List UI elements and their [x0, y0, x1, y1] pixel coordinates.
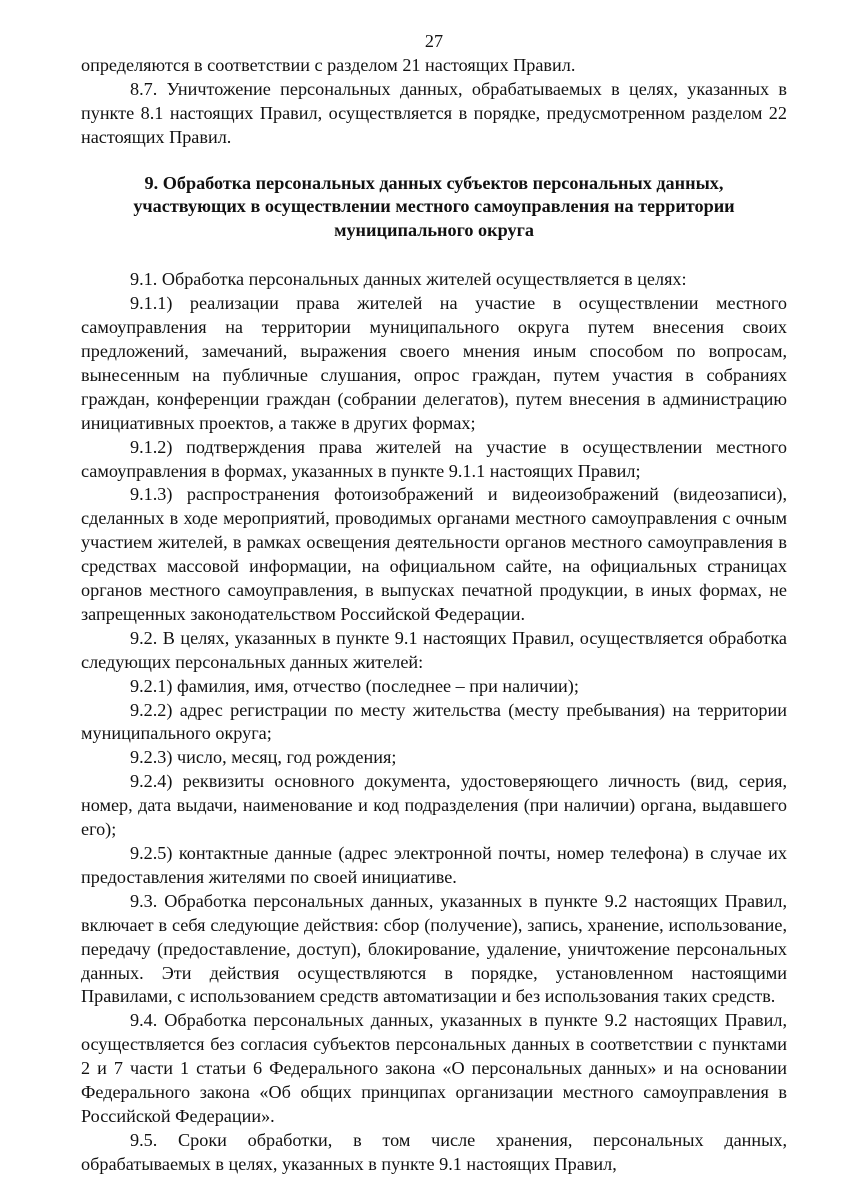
paragraph-9-1-1: 9.1.1) реализации права жителей на участие в осуществлении местного самоуправления на территории муниципального округа путем внесения своих предложений, замечаний, выражения своего мнения иным способом по вопросам, вынесенным на публичные слушания, опрос граждан, путем участия в собраниях граждан, конференции граждан (собрании делегатов), путем внесения в администрацию инициативных проектов, а также в других формах;: [81, 293, 787, 433]
paragraph-9-2-5: 9.2.5) контактные данные (адрес электронной почты, номер телефона) в случае их предоставления жителями по своей инициативе.: [81, 843, 787, 887]
paragraph-9-2-2: 9.2.2) адрес регистрации по месту жительства (месту пребывания) на территории муниципального округа;: [81, 699, 787, 744]
document-page: [81, 30, 787, 1177]
paragraph-continuation: определяются в соответствии с разделом 21 настоящих Правил.: [81, 54, 576, 75]
page-number: 27: [424, 31, 444, 51]
section-heading-9: 9. Обработка персональных данных субъектов персональных данных, участвующих в осуществлении местного самоуправления на территории муниципального округа: [133, 172, 735, 241]
paragraph-9-1: 9.1. Обработка персональных данных жителей осуществляется в целях:: [130, 269, 687, 290]
paragraph-9-1-3: 9.1.3) распространения фотоизображений и видеоизображений (видеозаписи), сделанных в ходе мероприятий, проводимых органами местного самоуправления с очным участием жителей, в рамках освещения деятельности органов местного самоуправления в средствах массовой информации, на официальном сайте, на официальных страницах органов местного самоуправления, в выпусках печатной продукции, в иных формах, не запрещенных законодательством Российской Федерации.: [81, 484, 787, 624]
paragraph-9-5: 9.5. Сроки обработки, в том числе хранения, персональных данных, обрабатываемых в целях, указанных в пункте 9.1 настоящих Правил,: [81, 1129, 787, 1174]
paragraph-9-3: 9.3. Обработка персональных данных, указанных в пункте 9.2 настоящих Правил, включает в себя следующие действия: сбор (получение), запись, хранение, использование, передачу (предоставление, доступ), блокирование, удаление, уничтожение персональных данных. Эти действия осуществляются в порядке, установленном настоящими Правилами, с использованием средств автоматизации и без использования таких средств.: [81, 890, 787, 1007]
paragraph-9-1-2: 9.1.2) подтверждения права жителей на участие в осуществлении местного самоуправления в формах, указанных в пункте 9.1.1 настоящих Правил;: [81, 436, 787, 481]
paragraph-8-7: 8.7. Уничтожение персональных данных, обрабатываемых в целях, указанных в пункте 8.1 настоящих Правил, осуществляется в порядке, предусмотренном разделом 22 настоящих Правил.: [81, 78, 787, 147]
paragraph-9-4: 9.4. Обработка персональных данных, указанных в пункте 9.2 настоящих Правил, осуществляется без согласия субъектов персональных данных в соответствии с пунктами 2 и 7 части 1 статьи 6 Федерального закона «О персональных данных» и на основании Федерального закона «Об общих принципах организации местного самоуправления в Российской Федерации».: [81, 1010, 787, 1126]
paragraph-9-2-1: 9.2.1) фамилия, имя, отчество (последнее – при наличии);: [130, 675, 579, 696]
paragraph-9-2: 9.2. В целях, указанных в пункте 9.1 настоящих Правил, осуществляется обработка следующих персональных данных жителей:: [81, 627, 787, 672]
paragraph-9-2-4: 9.2.4) реквизиты основного документа, удостоверяющего личность (вид, серия, номер, дата выдачи, наименование и код подразделения (при наличии) органа, выдавшего его);: [81, 771, 787, 840]
paragraph-9-2-3: 9.2.3) число, месяц, год рождения;: [130, 747, 397, 768]
